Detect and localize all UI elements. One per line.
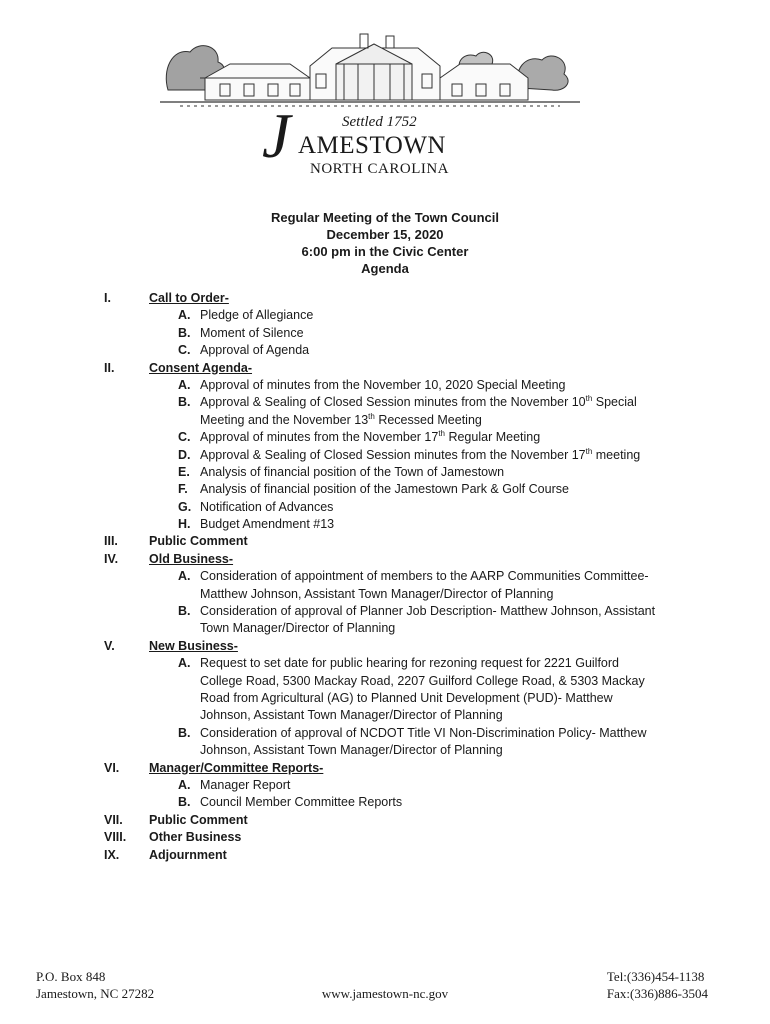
item-text: Approval & Sealing of Closed Session minutes from the November 17th meeting bbox=[200, 446, 641, 462]
item-text: Approval of minutes from the November 17th Regular Meeting bbox=[200, 428, 541, 445]
item-letter: H. bbox=[178, 517, 191, 532]
item-row bbox=[0, 655, 770, 672]
item-letter: B. bbox=[178, 795, 191, 810]
logo-state-name: NORTH CAROLINA bbox=[310, 161, 450, 177]
section-title: New Business- bbox=[149, 638, 238, 653]
footer-tel: Tel:(336)454-1138 bbox=[606, 969, 705, 984]
item-row bbox=[0, 794, 770, 811]
item-row bbox=[0, 603, 770, 620]
item-letter: C. bbox=[178, 343, 191, 358]
item-text: Budget Amendment #13 bbox=[200, 517, 335, 532]
meeting-date: December 15, 2020 bbox=[326, 227, 444, 242]
item-letter: G. bbox=[178, 499, 192, 514]
section-title: Manager/Committee Reports- bbox=[149, 760, 324, 775]
item-row bbox=[0, 777, 770, 794]
item-text: Johnson, Assistant Town Manager/Director of Planning bbox=[200, 708, 503, 723]
item-text: Analysis of financial position of the Jamestown Park & Golf Course bbox=[200, 482, 569, 497]
meeting-time-place: 6:00 pm in the Civic Center bbox=[301, 244, 469, 259]
section-title: Public Comment bbox=[149, 812, 248, 827]
item-text: Moment of Silence bbox=[200, 325, 304, 340]
item-continuation bbox=[0, 690, 770, 707]
item-letter: A. bbox=[178, 569, 191, 584]
section-number: IX. bbox=[104, 847, 120, 862]
item-text: Pledge of Allegiance bbox=[200, 308, 314, 323]
item-text: Council Member Committee Reports bbox=[200, 795, 403, 810]
item-text: Manager Report bbox=[200, 777, 291, 792]
section-number: I. bbox=[104, 291, 111, 305]
item-continuation bbox=[0, 620, 770, 637]
section-row bbox=[0, 847, 770, 864]
section-number: III. bbox=[104, 534, 118, 549]
item-row bbox=[0, 499, 770, 516]
item-row bbox=[0, 377, 770, 394]
item-text: Approval & Sealing of Closed Session minutes from the November 10th Special bbox=[200, 394, 637, 410]
section-number: V. bbox=[104, 638, 115, 653]
item-letter: B. bbox=[178, 395, 191, 410]
item-row bbox=[0, 516, 770, 533]
item-row bbox=[0, 447, 770, 464]
section-title: Adjournment bbox=[149, 847, 227, 862]
meeting-title: Regular Meeting of the Town Council bbox=[271, 210, 499, 225]
section-row bbox=[0, 760, 770, 777]
item-letter: D. bbox=[178, 447, 191, 462]
item-row bbox=[0, 307, 770, 324]
section-number: VII. bbox=[104, 812, 123, 827]
footer-city: Jamestown, NC 27282 bbox=[36, 986, 155, 1001]
logo-town-name: AMESTOWN bbox=[298, 132, 446, 159]
item-continuation bbox=[0, 673, 770, 690]
item-text: Meeting and the November 13th Recessed Meeting bbox=[200, 411, 482, 427]
item-row bbox=[0, 464, 770, 481]
item-letter: A. bbox=[178, 656, 191, 671]
section-row bbox=[0, 812, 770, 829]
item-letter: A. bbox=[178, 377, 191, 392]
item-row bbox=[0, 481, 770, 498]
footer-fax: Fax:(336)886-3504 bbox=[606, 986, 708, 1001]
item-text: Consideration of approval of NCDOT Title VI Non-Discrimination Policy- Matthew bbox=[200, 725, 647, 740]
footer-contact bbox=[607, 968, 708, 1002]
item-continuation bbox=[0, 742, 770, 759]
section-title: Other Business bbox=[149, 830, 242, 845]
item-text: Road from Agricultural (AG) to Planned Unit Development (PUD)- Matthew bbox=[200, 690, 613, 705]
item-continuation bbox=[0, 412, 770, 429]
item-letter: C. bbox=[178, 430, 191, 445]
item-text: Approval of Agenda bbox=[200, 343, 310, 358]
item-continuation bbox=[0, 586, 770, 603]
footer-po-box: P.O. Box 848 bbox=[36, 969, 106, 984]
item-row bbox=[0, 342, 770, 359]
item-text: College Road, 5300 Mackay Road, 2207 Guilford College Road, & 5303 Mackay bbox=[200, 673, 645, 688]
item-text: Notification of Advances bbox=[200, 499, 334, 514]
section-row bbox=[0, 290, 770, 307]
item-text: Request to set date for public hearing for rezoning request for 2221 Guilford bbox=[200, 656, 620, 671]
item-letter: E. bbox=[178, 464, 190, 479]
item-row bbox=[0, 325, 770, 342]
section-number: VI. bbox=[104, 760, 120, 775]
section-row bbox=[0, 551, 770, 568]
item-row bbox=[0, 725, 770, 742]
section-number: VIII. bbox=[104, 830, 127, 845]
section-title: Call to Order- bbox=[149, 291, 229, 305]
item-text: Johnson, Assistant Town Manager/Director of Planning bbox=[200, 743, 503, 758]
item-row bbox=[0, 394, 770, 411]
section-number: IV. bbox=[104, 551, 119, 566]
item-row bbox=[0, 429, 770, 446]
section-row bbox=[0, 829, 770, 846]
logo-initial: J bbox=[262, 100, 291, 171]
town-hall-sketch bbox=[160, 30, 580, 112]
logo-settled: Settled 1752 bbox=[342, 114, 417, 130]
section-number: II. bbox=[104, 360, 115, 375]
item-text: Town Manager/Director of Planning bbox=[200, 621, 396, 636]
section-title: Public Comment bbox=[149, 534, 248, 549]
item-letter: A. bbox=[178, 308, 191, 323]
item-letter: B. bbox=[178, 604, 191, 619]
section-title: Old Business- bbox=[149, 551, 234, 566]
item-letter: A. bbox=[178, 777, 191, 792]
agenda-list bbox=[0, 290, 770, 864]
item-text: Analysis of financial position of the Town of Jamestown bbox=[200, 464, 505, 479]
footer-website[interactable]: www.jamestown-nc.gov bbox=[321, 986, 449, 1001]
section-row bbox=[0, 638, 770, 655]
item-continuation bbox=[0, 707, 770, 724]
section-row bbox=[0, 533, 770, 550]
item-text: Matthew Johnson, Assistant Town Manager/Director of Planning bbox=[200, 586, 554, 601]
item-text: Consideration of appointment of members to the AARP Communities Committee- bbox=[200, 569, 649, 584]
section-title: Consent Agenda- bbox=[149, 360, 253, 375]
item-text: Consideration of approval of Planner Job Description- Matthew Johnson, Assistant bbox=[200, 604, 656, 619]
section-row bbox=[0, 360, 770, 377]
jamestown-logo bbox=[262, 100, 522, 184]
item-row bbox=[0, 568, 770, 585]
item-letter: B. bbox=[178, 725, 191, 740]
item-letter: F. bbox=[178, 482, 188, 497]
agenda-heading: Agenda bbox=[361, 261, 409, 276]
item-text: Approval of minutes from the November 10, 2020 Special Meeting bbox=[200, 377, 566, 392]
item-letter: B. bbox=[178, 325, 191, 340]
